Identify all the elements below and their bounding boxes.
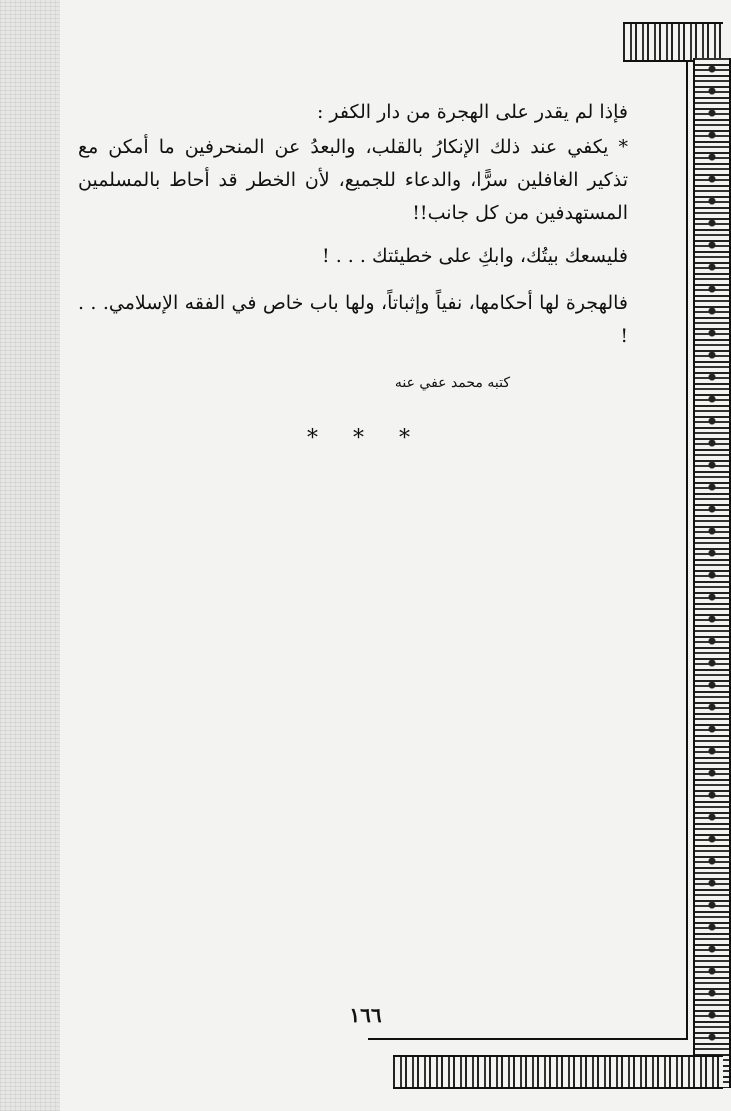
ornamental-border-right [693, 58, 731, 1088]
page-text-block [78, 96, 628, 400]
intro-line: فإذا لم يقدر على الهجرة من دار الكفر : [316, 101, 628, 123]
signature: كتبه محمد عفي عنه [394, 375, 510, 391]
ornamental-border-top [623, 22, 723, 62]
frame-line-vertical [686, 60, 688, 1040]
paragraph-2: فليسعك بيتُك، وابكِ على خطيئتك . . . ! [322, 245, 628, 267]
frame-line-bottom [368, 1038, 688, 1040]
ornamental-border-bottom [393, 1055, 723, 1089]
page-left-margin [0, 0, 60, 1111]
page-number: ١٦٦ [349, 1003, 382, 1027]
paragraph-1: * يكفي عند ذلك الإنكارُ بالقلب، والبعدُ عن المنحرفين ما أمكن مع تذكير الغافلين سرًّا، والدعاء للجميع، لأن الخطر قد أحاط بالمسلمين المستهدفين من كل جانب!! [78, 136, 628, 224]
paragraph-3: فالهجرة لها أحكامها، نفياً وإثباتاً، ولها باب خاص في الفقه الإسلامي. . . ! [78, 292, 628, 347]
section-separator: * * * [307, 426, 424, 451]
frame-line-top [628, 60, 688, 62]
